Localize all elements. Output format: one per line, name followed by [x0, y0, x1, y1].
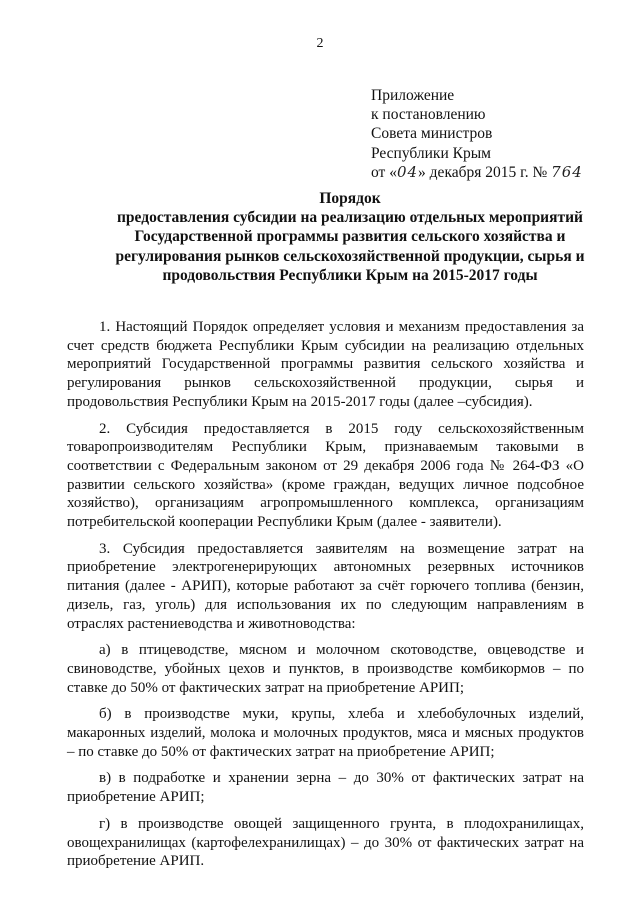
title-line-3: Государственной программы развития сельского хозяйства и: [134, 228, 566, 246]
title-line-4: регулирования рынков сельскохозяйственной продукции, сырья и: [115, 247, 585, 265]
page-number: 2: [316, 36, 324, 51]
paragraph-3a: а) в птицеводстве, мясном и молочном скотоводстве, овцеводстве и свиноводстве, убойных цехов и пунктов, в производстве комбикормов – по ставке до 50% от фактических затрат на приобретение АРИП;: [67, 642, 584, 696]
document-title: [60, 189, 640, 285]
title-line-2: предоставления субсидии на реализацию отдельных мероприятий: [117, 209, 583, 227]
document-body: [67, 318, 584, 879]
appendix-line-3: Совета министров: [371, 125, 493, 143]
handwritten-doc-number: 764: [551, 162, 583, 181]
paragraph-1: 1. Настоящий Порядок определяет условия и механизм предоставления за счет средств бюджета Республики Крым субсидии на реализацию отдельных мероприятий Государственной программы развития сельского хозяйства и регулирования рынков сельскохозяйственной продукции, сырья и продовольствия Республики Крым на 2015-2017 годы (далее –субсидия).: [67, 319, 584, 410]
paragraph-3b: б) в производстве муки, крупы, хлеба и хлебобулочных изделий, макаронных изделий, молока и молочных продуктов, мяса и мясных продуктов – по ставке до 50% от фактических затрат на приобретение АРИП;: [67, 706, 584, 760]
paragraph-3v: в) в подработке и хранении зерна – до 30% от фактических затрат на приобретение АРИП;: [67, 770, 584, 806]
date-prefix: от «: [371, 163, 397, 181]
appendix-date-line: [371, 163, 583, 182]
paragraph-3g: г) в производстве овощей защищенного грунта, в плодохранилищах, овощехранилищах (картофелехранилищах) – до 30% от фактических затрат на приобретение АРИП.: [67, 815, 584, 870]
appendix-block: [371, 86, 583, 182]
date-suffix: » декабря 2015 г. №: [418, 163, 548, 181]
paragraph-3: 3. Субсидия предоставляется заявителям на возмещение затрат на приобретение электрогенерирующих автономных резервных источников питания (далее - АРИП), которые работают за счёт горючего топлива (бензин, дизель, газ, уголь) для использования их по следующим направлениям в отраслях растениеводства и животноводства:: [67, 540, 584, 632]
handwritten-day: 04: [396, 162, 419, 181]
title-line-5: продовольствия Республики Крым на 2015-2017 годы: [162, 266, 538, 284]
paragraph-2: 2. Субсидия предоставляется в 2015 году сельскохозяйственным товаропроизводителям Республики Крым, признаваемым таковыми в соответствии с Федеральным законом от 29 декабря 2006 года № 264-ФЗ «О развитии сельского хозяйства» (кроме граждан, ведущих личное подсобное хозяйство), организациям агропромышленного комплекса, организациям потребительской кооперации Республики Крым (далее - заявители).: [67, 420, 584, 531]
title-line-1: Порядок: [319, 190, 381, 207]
appendix-line-4: Республики Крым: [371, 144, 491, 162]
appendix-line-1: Приложение: [371, 87, 455, 104]
appendix-line-2: к постановлению: [371, 106, 486, 124]
